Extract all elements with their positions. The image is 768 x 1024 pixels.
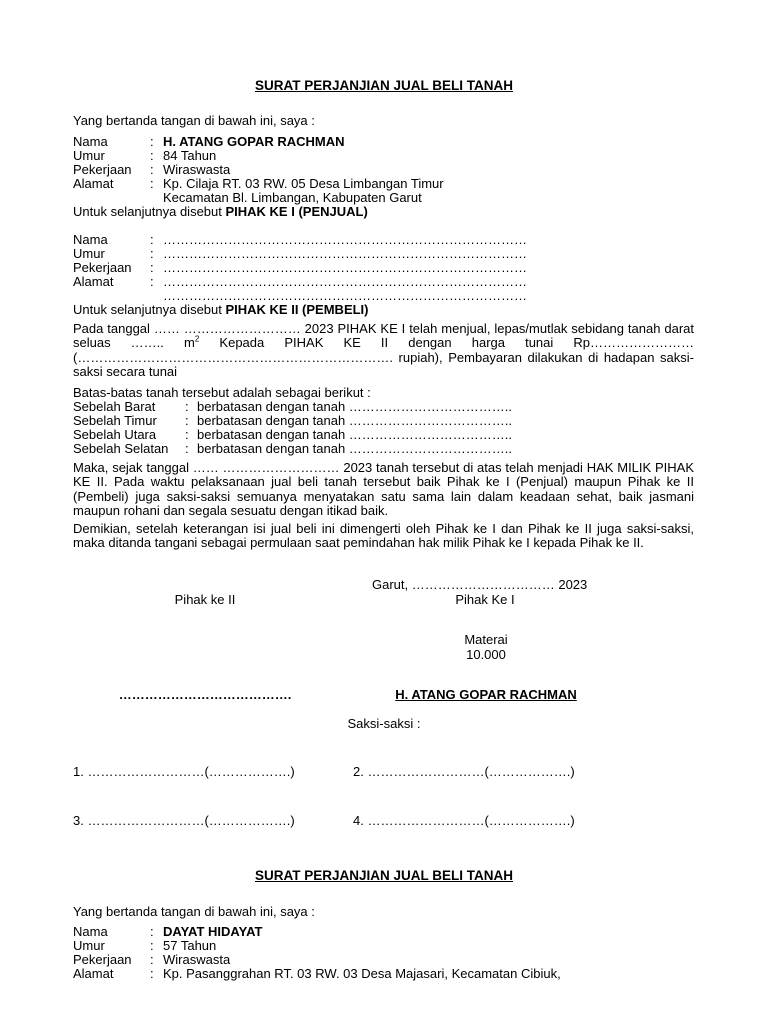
intro-text-2: Yang bertanda tangan di bawah ini, saya :	[73, 904, 315, 919]
field-colon: :	[150, 148, 154, 163]
field-colon: :	[150, 966, 154, 981]
field-colon: :	[150, 176, 154, 191]
doc2-pekerjaan-row	[73, 953, 713, 967]
party1-address-line2: Kecamatan Bl. Limbangan, Kabupaten Garut	[163, 190, 422, 205]
witnesses-title: Saksi-saksi :	[347, 716, 421, 731]
field-colon: :	[150, 274, 154, 289]
sale-paragraph-part2: Kepada PIHAK KE II dengan harga tunai Rp…………………… (………………………………………………………………. rupiah), Pembayaran dilakukan di hadapan saksi-saksi secara tunai	[73, 335, 695, 380]
field-label: Pekerjaan	[73, 952, 132, 967]
field-label: Alamat	[73, 966, 114, 981]
field-colon: :	[150, 134, 154, 149]
doc2-alamat-row	[73, 967, 713, 981]
field-colon: :	[150, 162, 154, 177]
field-label: Nama	[73, 924, 108, 939]
field-colon: :	[150, 952, 154, 967]
blank-line: …………………………………………………………………………	[163, 274, 527, 289]
doc2-nama-row	[73, 925, 713, 939]
party2-role-line	[73, 303, 369, 317]
field-label: Umur	[73, 246, 105, 261]
boundary-label: Sebelah Timur	[73, 413, 157, 428]
sign-left-label: Pihak ke II	[174, 592, 236, 607]
sign-right-name: H. ATANG GOPAR RACHMAN	[395, 687, 577, 702]
field-label: Alamat	[73, 176, 114, 191]
field-label: Umur	[73, 148, 105, 163]
role-prefix: Untuk selanjutnya disebut	[73, 302, 226, 317]
boundaries-intro: Batas-batas tanah tersebut adalah sebagai berikut :	[73, 385, 371, 400]
party1-alamat-row-2	[73, 191, 713, 205]
blank-line: …………………………………………………………………………	[163, 288, 527, 303]
blank-line: …………………………………………………………………………	[163, 246, 527, 261]
stamp-duty-label: Materai	[464, 632, 508, 647]
blank-line: …………………………………………………………………………	[163, 260, 527, 275]
field-label: Alamat	[73, 274, 114, 289]
boundary-label: Sebelah Utara	[73, 427, 157, 442]
field-label: Nama	[73, 232, 108, 247]
doc2-age: 57 Tahun	[163, 938, 217, 953]
sale-paragraph	[73, 322, 694, 380]
party1-occupation: Wiraswasta	[163, 162, 231, 177]
boundary-value: berbatasan dengan tanah ………………………………..	[197, 399, 513, 414]
blank-line: …………………………………………………………………………	[163, 232, 527, 247]
party2-alamat-row	[73, 275, 713, 289]
document-title: SURAT PERJANJIAN JUAL BELI TANAH	[254, 78, 514, 93]
party1-role: PIHAK KE I (PENJUAL)	[225, 204, 368, 219]
doc2-umur-row	[73, 939, 713, 953]
field-colon: :	[185, 441, 189, 456]
doc2-address: Kp. Pasanggrahan RT. 03 RW. 03 Desa Majasari, Kecamatan Cibiuk,	[163, 966, 561, 981]
sign-left-name: ………………………………….	[118, 687, 292, 702]
field-colon: :	[150, 246, 154, 261]
witness-3: 3. ………………………(……………….)	[73, 813, 295, 828]
witness-2: 2. ………………………(……………….)	[353, 764, 575, 779]
party1-address-line1: Kp. Cilaja RT. 03 RW. 05 Desa Limbangan Timur	[163, 176, 444, 191]
field-colon: :	[150, 924, 154, 939]
field-colon: :	[185, 413, 189, 428]
boundary-label: Sebelah Selatan	[73, 441, 169, 456]
field-colon: :	[185, 399, 189, 414]
doc2-occupation: Wiraswasta	[163, 952, 231, 967]
party1-umur-row	[73, 149, 713, 163]
field-label: Nama	[73, 134, 108, 149]
ownership-paragraph: Maka, sejak tanggal …… ……………………… 2023 tanah tersebut di atas telah menjadi HAK MILIK PIHAK KE II. Pada waktu pelaksanaan jual beli tanah tersebut baik Pihak ke I (Penjual) maupun Pihak ke II (Pembeli) juga saksi-saksi semuanya menyatakan satu sama lain dalam keadaan sehat, baik jasmani maupun rohani dan segala sesuatu dengan itikad baik.	[73, 460, 694, 519]
party1-age: 84 Tahun	[163, 148, 217, 163]
field-colon: :	[185, 427, 189, 442]
field-colon: :	[150, 260, 154, 275]
party2-umur-row	[73, 247, 713, 261]
area-unit-superscript: 2	[194, 335, 200, 345]
field-colon: :	[150, 938, 154, 953]
boundary-label: Sebelah Barat	[73, 399, 156, 414]
party1-pekerjaan-row	[73, 163, 713, 177]
party2-role: PIHAK KE II (PEMBELI)	[225, 302, 369, 317]
field-label: Pekerjaan	[73, 162, 132, 177]
party1-name: H. ATANG GOPAR RACHMAN	[163, 134, 345, 149]
field-label: Umur	[73, 938, 105, 953]
field-colon: :	[150, 232, 154, 247]
place-date: Garut, …………………………… 2023	[372, 577, 588, 592]
party1-role-line	[73, 205, 368, 219]
closing-paragraph: Demikian, setelah keterangan isi jual beli ini dimengerti oleh Pihak ke I dan Pihak ke II juga saksi-saksi, maka ditanda tangani sebagai permulaan saat pemindahan hak milik Pihak ke I kepada Pihak ke II.	[73, 521, 694, 551]
witness-4: 4. ………………………(……………….)	[353, 813, 575, 828]
stamp-duty-value: 10.000	[466, 647, 506, 662]
document-title-2: SURAT PERJANJIAN JUAL BELI TANAH	[254, 868, 514, 883]
party2-pekerjaan-row	[73, 261, 713, 275]
field-label: Pekerjaan	[73, 260, 132, 275]
boundary-value: berbatasan dengan tanah ………………………………..	[197, 427, 513, 442]
witness-1: 1. ………………………(……………….)	[73, 764, 295, 779]
party2-nama-row	[73, 233, 713, 247]
party2-alamat-row-2	[73, 289, 713, 303]
sign-right-label: Pihak Ke I	[455, 592, 515, 607]
party1-nama-row	[73, 135, 713, 149]
boundary-value: berbatasan dengan tanah ………………………………..	[197, 413, 513, 428]
sale-paragraph-part1: Pada tanggal …… ……………………… 2023 PIHAK KE I telah menjual, lepas/mutlak sebidang tanah darat seluas …….. m	[73, 321, 694, 351]
boundary-value: berbatasan dengan tanah ………………………………..	[197, 441, 513, 456]
doc2-name: DAYAT HIDAYAT	[163, 924, 263, 939]
role-prefix: Untuk selanjutnya disebut	[73, 204, 226, 219]
intro-text: Yang bertanda tangan di bawah ini, saya :	[73, 113, 315, 128]
party1-alamat-row	[73, 177, 713, 191]
